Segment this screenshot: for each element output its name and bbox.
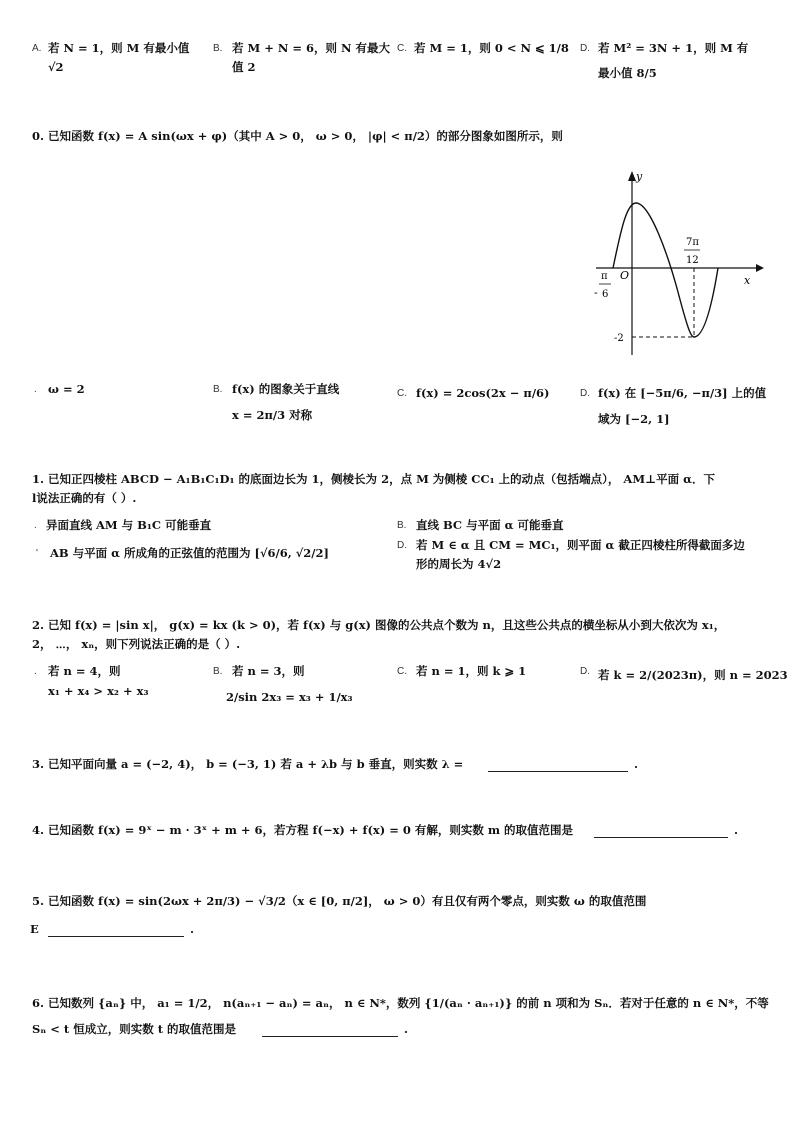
q16-answer-blank[interactable] — [262, 1036, 398, 1037]
q12-option-d-label: D. — [580, 666, 590, 677]
q11-stem-line1: 1. 已知正四棱柱 ABCD − A₁B₁C₁D₁ 的底面边长为 1，侧棱长为 2，点 M 为侧棱 CC₁ 上的动点（包括端点）， AM⊥平面 α．下 — [32, 472, 715, 486]
q11-option-c-text: AB 与平面 α 所成角的正弦值的范围为 [√6/6, √2/2] — [50, 546, 329, 560]
option-a-label: A. — [32, 43, 42, 54]
x-axis-arrow — [756, 264, 764, 272]
y-axis-label: y — [636, 170, 643, 183]
neg-tick-denominator: 6 — [602, 289, 609, 300]
q14-answer-blank[interactable] — [594, 837, 728, 838]
q12-option-b-line2: 2/sin 2x₃ = x₃ + 1/x₃ — [226, 690, 353, 704]
q13-answer-blank[interactable] — [488, 771, 628, 772]
q16-stem-line1: 6. 已知数列 {aₙ} 中， a₁ = 1/2， n(aₙ₊₁ − aₙ) = aₙ， n ∈ N*，数列 {1/(aₙ · aₙ₊₁)} 的前 n 项和为 Sₙ．若对于任意的 n ∈ N*，不等 — [32, 996, 769, 1010]
min-value-label: -2 — [614, 333, 624, 344]
q16-stem-line2: Sₙ < t 恒成立，则实数 t 的取值范围是 — [32, 1022, 237, 1036]
q12-option-b-line1: 若 n = 3，则 — [232, 664, 305, 678]
q10-option-c-text: f(x) = 2cos(2x − π/6) — [416, 386, 550, 400]
q15-stem-line2: E — [30, 922, 39, 936]
q10-option-b-line1: f(x) 的图象关于直线 — [232, 382, 340, 396]
option-d-line1: 若 M² = 3N + 1，则 M 有 — [598, 41, 749, 55]
q14-stem: 4. 已知函数 f(x) = 9ˣ − m · 3ˣ + m + 6，若方程 f(−x) + f(x) = 0 有解，则实数 m 的取值范围是 — [32, 823, 574, 837]
q11-option-d-line2: 形的周长为 4√2 — [416, 557, 502, 571]
option-c-label: C. — [397, 43, 407, 54]
q13-stem: 3. 已知平面向量 a = (−2, 4)， b = (−3, 1) 若 a + λb 与 b 垂直，则实数 λ = — [32, 757, 464, 771]
q12-option-c-text: 若 n = 1，则 k ⩾ 1 — [416, 664, 527, 678]
option-c-text: 若 M = 1，则 0 < N ⩽ 1/8 — [414, 41, 569, 55]
q11-option-b-text: 直线 BC 与平面 α 可能垂直 — [416, 518, 564, 532]
q10-option-d-line1: f(x) 在 [−5π/6, −π/3] 上的值 — [598, 386, 767, 400]
neg-tick-sign: - — [594, 286, 598, 299]
option-a-line1: 若 N = 1，则 M 有最小值 — [48, 41, 190, 55]
option-b-line1: 若 M + N = 6，则 N 有最大 — [232, 41, 391, 55]
q15-answer-blank[interactable] — [48, 936, 184, 937]
q15-period: . — [190, 922, 195, 936]
q12-option-c-label: C. — [397, 666, 407, 677]
pos-tick-numerator: 7π — [686, 237, 699, 248]
q10-option-b-line2: x = 2π/3 对称 — [232, 408, 313, 422]
origin-label: O — [620, 269, 630, 282]
sine-graph — [588, 165, 773, 360]
q10-stem: 0. 已知函数 f(x) = A sin(ωx + φ)（其中 A > 0， ω > 0， |φ| < π/2）的部分图象如图所示，则 — [32, 129, 563, 143]
q10-option-a-text: ω = 2 — [48, 382, 85, 396]
q12-stem-line2: 2， ⋯， xₙ，则下列说法正确的是（ ）. — [32, 637, 241, 651]
q11-option-a-text: 异面直线 AM 与 B₁C 可能垂直 — [46, 518, 212, 532]
option-a-line2: √2 — [48, 60, 64, 74]
q10-option-b-label: B. — [213, 384, 223, 395]
q12-option-a-line2: x₁ + x₄ > x₂ + x₃ — [48, 684, 149, 698]
option-d-label: D. — [580, 43, 590, 54]
q11-option-a-label: . — [34, 520, 37, 531]
q11-option-b-label: B. — [397, 520, 407, 531]
option-d-line2: 最小值 8/5 — [598, 66, 657, 80]
x-axis-label: x — [744, 274, 751, 287]
q12-stem-line1: 2. 已知 f(x) = |sin x|， g(x) = kx (k > 0)，若 f(x) 与 g(x) 图像的公共点个数为 n，且这些公共点的横坐标从小到大依次为 x₁， — [32, 618, 726, 632]
q11-option-d-label: D. — [397, 540, 407, 551]
q14-period: . — [734, 823, 739, 837]
q12-option-b-label: B. — [213, 666, 223, 677]
q16-period: . — [404, 1022, 409, 1036]
q11-option-d-line1: 若 M ∈ α 且 CM = MC₁，则平面 α 截正四棱柱所得截面多边 — [416, 538, 745, 552]
q11-option-c-label: ' — [36, 548, 38, 559]
q12-option-a-label: . — [34, 666, 37, 677]
option-b-label: B. — [213, 43, 223, 54]
q10-option-c-label: C. — [397, 388, 407, 399]
y-axis-arrow — [628, 171, 636, 181]
q10-option-a-label: . — [34, 384, 37, 395]
q15-stem-line1: 5. 已知函数 f(x) = sin(2ωx + 2π/3) − √3/2（x ∈ [0, π/2]， ω > 0）有且仅有两个零点，则实数 ω 的取值范围 — [32, 894, 647, 908]
q12-option-a-line1: 若 n = 4，则 — [48, 664, 121, 678]
option-b-line2: 值 2 — [232, 60, 256, 74]
q12-option-d-text: 若 k = 2/(2023π)，则 n = 2023 — [598, 668, 788, 682]
q13-period: . — [634, 757, 639, 771]
pos-tick-denominator: 12 — [686, 255, 699, 266]
q10-option-d-line2: 域为 [−2, 1] — [598, 412, 670, 426]
q10-option-d-label: D. — [580, 388, 590, 399]
neg-tick-numerator: π — [601, 271, 608, 282]
q11-stem-line2: l说法正确的有（ ）. — [32, 491, 137, 505]
